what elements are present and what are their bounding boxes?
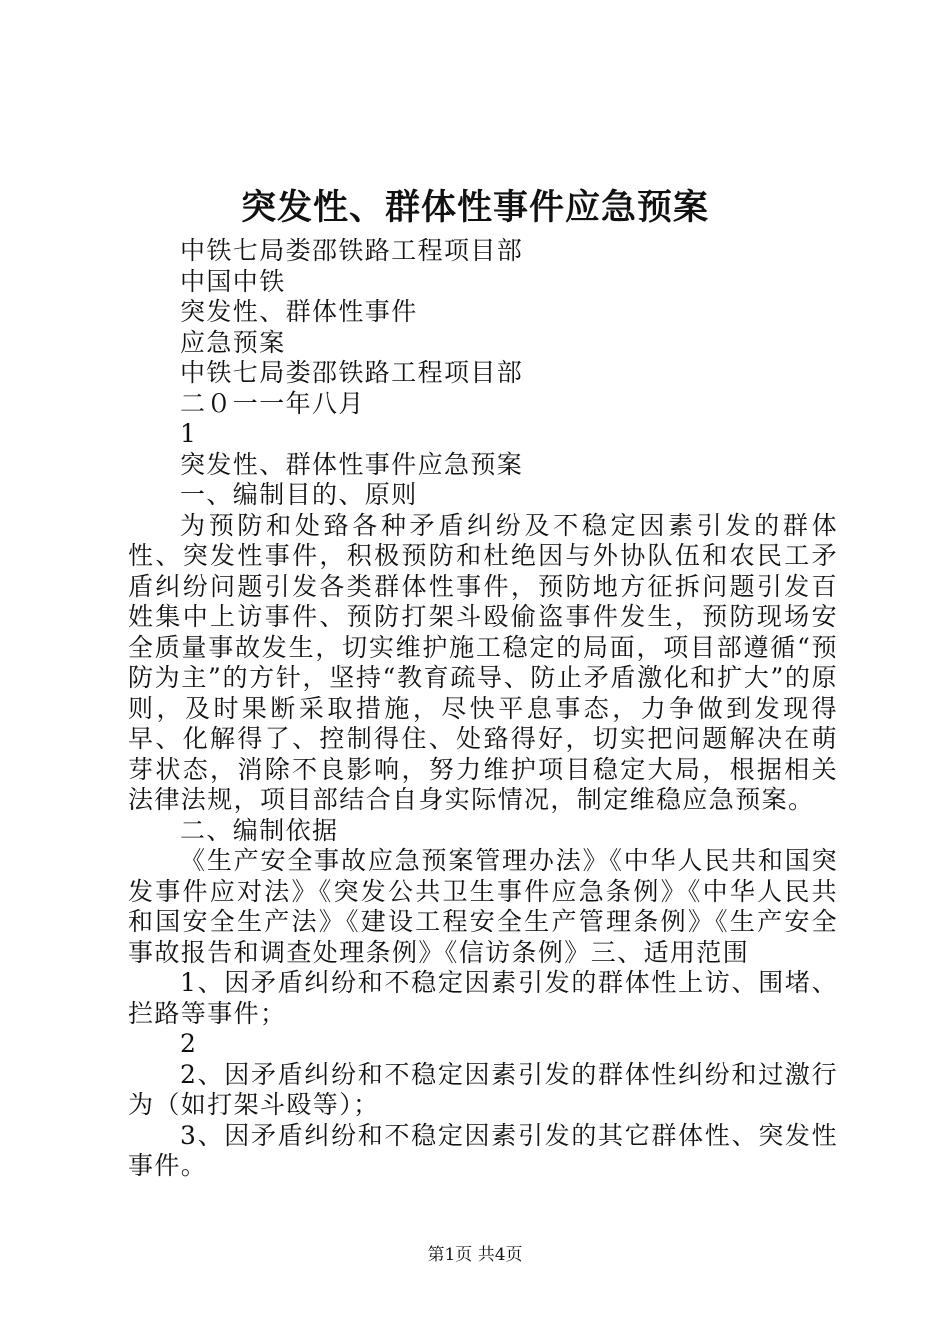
page-marker-2: 2 xyxy=(180,1029,198,1058)
scope-item-1: 1、因矛盾纠纷和不稳定因素引发的群体性上访、围堵、拦路等事件； xyxy=(128,968,838,1028)
cover-line-subject: 突发性、群体性事件 xyxy=(180,297,418,326)
section-paragraph-basis: 《生产安全事故应急预案管理办法》《中华人民共和国突发事件应对法》《突发公共卫生事件应急条例》《中华人民共和国安全生产法》《建设工程安全生产管理条例》《生产安全事故报告和调查处理条例》《信访条例》三、适用范围 xyxy=(128,846,838,967)
scope-item-3: 3、因矛盾纠纷和不稳定因素引发的其它群体性、突发性事件。 xyxy=(128,1120,838,1180)
section-heading-basis: 二、编制依据 xyxy=(180,815,339,845)
section-heading-purpose: 一、编制目的、原则 xyxy=(180,480,418,509)
document-title: 突发性、群体性事件应急预案 xyxy=(240,187,709,228)
page-footer xyxy=(0,1244,950,1266)
document-body xyxy=(128,236,838,1182)
cover-line-plan: 应急预案 xyxy=(180,327,286,357)
page-number: 第1页 共4页 xyxy=(427,1245,523,1265)
scope-item-2: 2、因矛盾纠纷和不稳定因素引发的群体性纠纷和过激行为（如打架斗殴等）； xyxy=(128,1059,838,1119)
page-marker-1: 1 xyxy=(180,419,198,448)
section-paragraph-purpose: 为预防和处臵各种矛盾纠纷及不稳定因素引发的群体性、突发性事件，积极预防和杜绝因与外协队伍和农民工矛盾纠纷问题引发各类群体性事件，预防地方征拆问题引发百姓集中上访事件、预防打架斗殴偷盗事件发生，预防现场安全质量事故发生，切实维护施工稳定的局面，项目部遵循“预防为主”的方针，坚持“教育疏导、防止矛盾激化和扩大”的原则，及时果断采取措施，尽快平息事态，力争做到发现得早、化解得了、控制得住、处臵得好，切实把问题解决在萌芽状态，消除不良影响，努力维护项目稳定大局，根据相关法律法规，项目部结合自身实际情况，制定维稳应急预案。 xyxy=(128,510,838,814)
cover-line-org-repeat: 中铁七局娄邵铁路工程项目部 xyxy=(180,358,524,387)
subtitle: 突发性、群体性事件应急预案 xyxy=(180,449,524,479)
cover-line-group: 中国中铁 xyxy=(180,266,286,296)
cover-line-date: 二０一一年八月 xyxy=(180,388,365,418)
cover-line-org: 中铁七局娄邵铁路工程项目部 xyxy=(180,236,524,265)
